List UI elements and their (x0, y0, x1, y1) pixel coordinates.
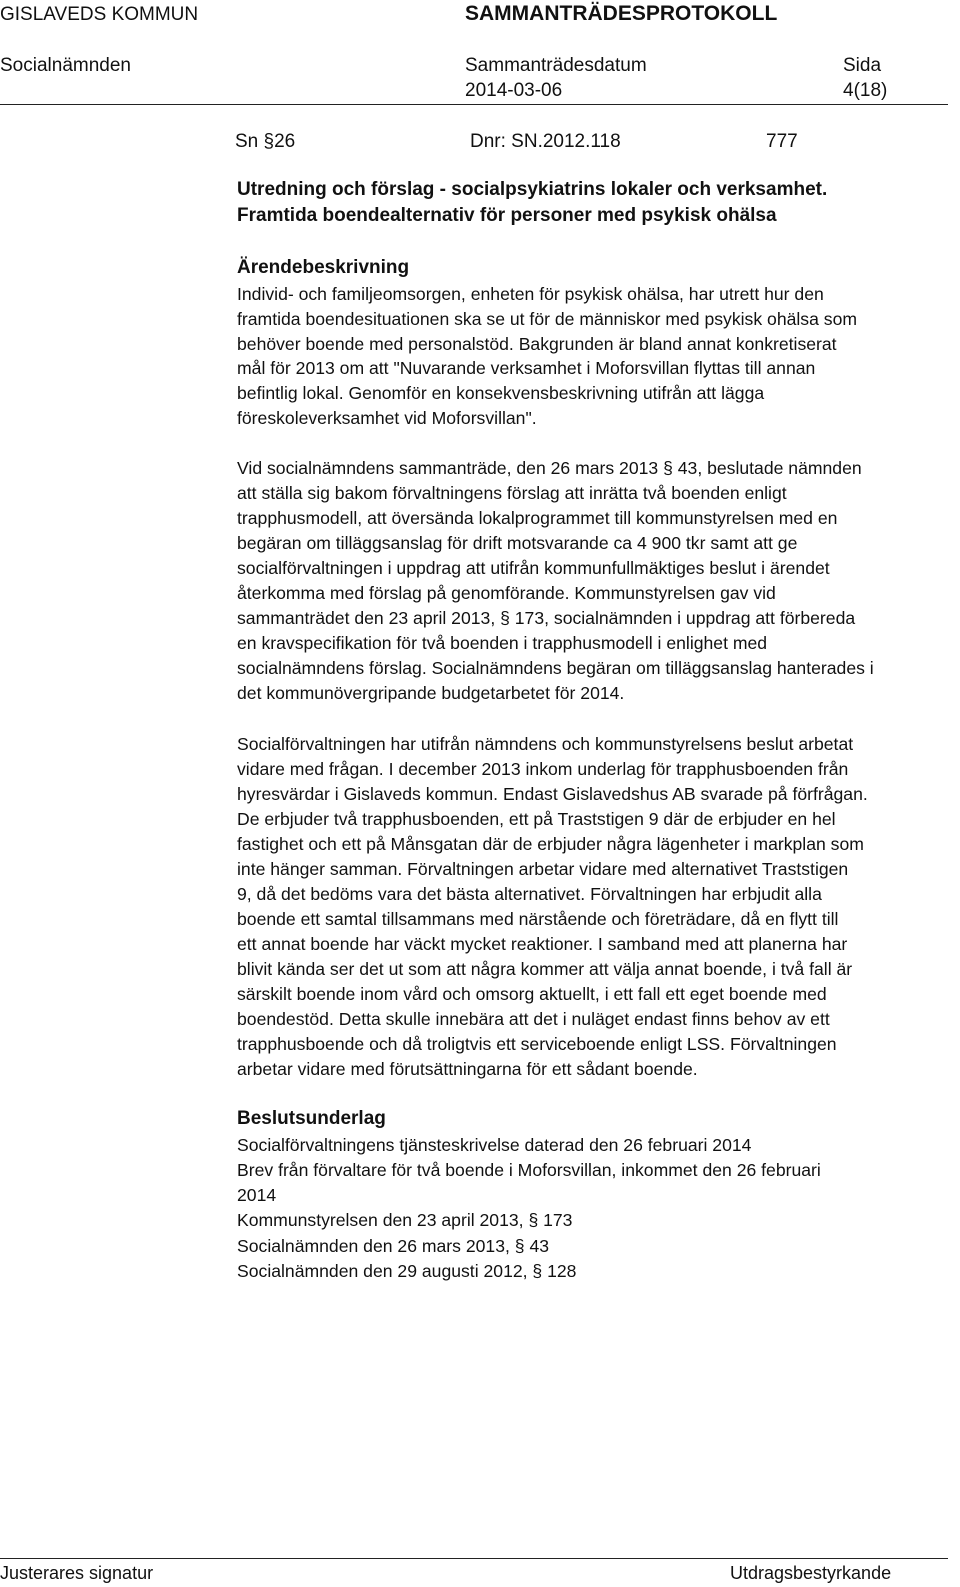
para2-line: ett annat boende har väckt mycket reaktioner. I samband med att planerna har (237, 934, 848, 954)
para2-line: boendestöd. Detta skulle innebära att det i nuläget endast finns behov av ett (237, 1009, 830, 1029)
arende-line: föreskoleverksamhet vid Moforsvillan". (237, 408, 537, 428)
para2-line: hyresvärdar i Gislaveds kommun. Endast Gislavedshus AB svarade på förfrågan. (237, 784, 868, 804)
case-code: 777 (766, 131, 798, 152)
para1-line: återkomma med förslag på genomförande. Kommunstyrelsen gav vid (237, 583, 776, 603)
title-line: Framtida boendealternativ för personer med psykisk ohälsa (237, 205, 777, 226)
beslutsunderlag-item: 2014 (237, 1185, 277, 1205)
para1-line: sammanträdet den 23 april 2013, § 173, socialnämnden i uppdrag att förbereda (237, 608, 856, 628)
beslutsunderlag-item: Brev från förvaltare för två boende i Moforsvillan, inkommet den 26 februari (237, 1160, 821, 1180)
para1-line: en kravspecifikation för två boenden i trapphusmodell i enlighet med (237, 633, 768, 653)
para2-line: inte hänger samman. Förvaltningen arbetar vidare med alternativet Traststigen (237, 859, 849, 879)
committee-name: Socialnämnden (0, 55, 131, 76)
page-label: Sida (843, 55, 882, 76)
para1-line: det kommunövergripande budgetarbetet för 2014. (237, 683, 625, 703)
arende-heading: Ärendebeskrivning (237, 257, 410, 278)
arende-line: Individ- och familjeomsorgen, enheten för psykisk ohälsa, har utrett hur den (237, 284, 824, 304)
arende-line: behöver boende med personalstöd. Bakgrunden är bland annat konkretiserat (237, 334, 837, 354)
para1-line: trapphusmodell, att översända lokalprogrammet till kommunstyrelsen med en (237, 508, 838, 528)
para1-line: begäran om tilläggsanslag för drift motsvarande ca 4 900 tkr samt att ge (237, 533, 798, 553)
footer-extract-label: Utdragsbestyrkande (730, 1563, 892, 1583)
footer-signature-label: Justerares signatur (0, 1563, 154, 1583)
case-dnr: Dnr: SN.2012.118 (470, 131, 621, 152)
para1-line: socialförvaltningen i uppdrag att utifrån kommunfullmäktiges beslut i ärendet (237, 558, 830, 578)
org-name: GISLAVEDS KOMMUN (0, 4, 199, 25)
header-rule (0, 104, 948, 105)
beslutsunderlag-item: Socialförvaltningens tjänsteskrivelse daterad den 26 februari 2014 (237, 1135, 752, 1155)
para1-line: att ställa sig bakom förvaltningens förslag att inrätta två boenden enligt (237, 483, 787, 503)
para1-line: socialnämndens förslag. Socialnämndens begäran om tilläggsanslag hanterades i (237, 658, 874, 678)
doc-type: SAMMANTRÄDESPROTOKOLL (465, 2, 778, 25)
para2-line: De erbjuder två trapphusboenden, ett på Traststigen 9 där de erbjuder en hel (237, 809, 836, 829)
para2-line: fastighet och ett på Månsgatan där de erbjuder några lägenheter i markplan som (237, 834, 864, 854)
para2-line: trapphusboende och då troligtvis ett serviceboende enligt LSS. Förvaltningen (237, 1034, 837, 1054)
arende-line: framtida boendesituationen ska se ut för de människor med psykisk ohälsa som (237, 309, 858, 329)
para1-line: Vid socialnämndens sammanträde, den 26 mars 2013 § 43, beslutade nämnden (237, 458, 862, 478)
para2-line: Socialförvaltningen har utifrån nämndens och kommunstyrelsens beslut arbetat (237, 734, 854, 754)
date-label: Sammanträdesdatum (465, 55, 647, 76)
beslutsunderlag-item: Socialnämnden den 29 augusti 2012, § 128 (237, 1261, 577, 1281)
beslutsunderlag-heading: Beslutsunderlag (237, 1108, 386, 1129)
case-number: Sn §26 (235, 131, 296, 152)
footer-rule (0, 1558, 948, 1559)
para2-line: blivit kända ser det ut som att några kommer att välja annat boende, i två fall är (237, 959, 853, 979)
arende-line: mål för 2013 om att "Nuvarande verksamhet i Moforsvillan flyttas till annan (237, 358, 816, 378)
beslutsunderlag-item: Socialnämnden den 26 mars 2013, § 43 (237, 1236, 550, 1256)
arende-line: befintlig lokal. Genomför en konsekvensbeskrivning utifrån att lägga (237, 383, 765, 403)
para2-line: vidare med frågan. I december 2013 inkom underlag för trapphusboenden från (237, 759, 849, 779)
para2-line: boende ett samtal tillsammans med närstående och företrädare, då en flytt till (237, 909, 839, 929)
beslutsunderlag-item: Kommunstyrelsen den 23 april 2013, § 173 (237, 1210, 573, 1230)
para2-line: arbetar vidare med förutsättningarna för ett sådant boende. (237, 1059, 698, 1079)
page-number: 4(18) (843, 80, 888, 101)
para2-line: särskilt boende inom vård och omsorg aktuellt, i ett fall ett eget boende med (237, 984, 827, 1004)
para2-line: 9, då det bedöms vara det bästa alternativet. Förvaltningen har erbjudit alla (237, 884, 822, 904)
meeting-date: 2014-03-06 (465, 80, 563, 101)
title-line: Utredning och förslag - socialpsykiatrins lokaler och verksamhet. (237, 179, 828, 200)
